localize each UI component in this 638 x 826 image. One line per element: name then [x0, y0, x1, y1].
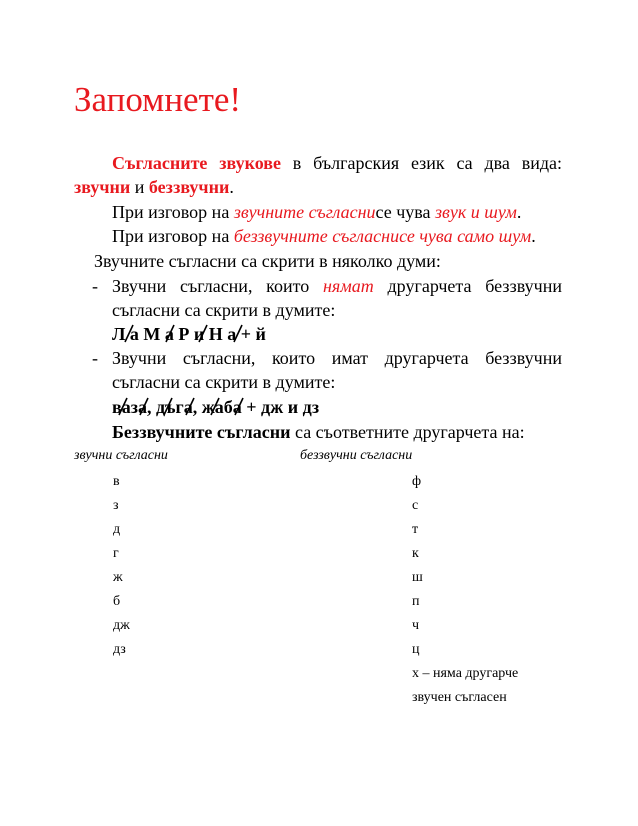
item-2-line-2: съгласни са скрити в думите: [112, 372, 336, 392]
period-text: . [229, 177, 234, 197]
conjunction-text: и [130, 177, 149, 197]
voiced-consonant: ж [113, 570, 123, 585]
voiceless-consonant: с [412, 498, 419, 513]
voiced-term: звучни [74, 177, 131, 197]
voiceless-consonant: ш [412, 570, 423, 585]
voiced-consonant: з [113, 498, 119, 513]
voiceless-consonant: ц [412, 642, 420, 657]
voiced-consonants-term: звучните съгласни [233, 202, 376, 222]
paragraph-3-text-a: При изговор на [112, 226, 234, 246]
voiceless-column-header: беззвучни съгласни [300, 448, 413, 463]
voiced-column-header: звучни съгласни [74, 448, 168, 463]
paragraph-5-text: са съответните другарчета на: [290, 422, 525, 442]
voiced-consonant: дж [113, 618, 130, 633]
page-title: Запомнете! [74, 80, 242, 119]
voiceless-term: беззвучни [148, 177, 230, 197]
paragraph-1-line-1 [112, 152, 562, 174]
paragraph-2-text-a: При изговор на [112, 202, 234, 222]
item-1-text-a: Звучни съгласни, които [112, 276, 323, 296]
voiceless-consonant: п [412, 594, 420, 609]
voiceless-consonant: ф [412, 474, 422, 489]
hidden-words-list: ваза, дъга, жаба + дж и дз [112, 397, 320, 417]
list-dash-1: - [92, 276, 98, 296]
voiced-consonant: д [113, 522, 121, 537]
item-1-text-b: другарчета беззвучни [373, 276, 562, 296]
voiced-consonant: г [113, 546, 119, 561]
voiceless-no-pair-note-2: звучен съгласен [412, 690, 507, 705]
paragraph-3 [112, 225, 536, 247]
voiced-consonant: б [113, 594, 121, 609]
paragraph-1-text: в българския език са два вида: [280, 153, 562, 173]
list-dash-2: - [92, 348, 98, 368]
hidden-word-lamarina: Л а М а Р и Н а + й [112, 324, 266, 344]
paragraph-2-text-b: се чува [375, 202, 436, 222]
not-have-term: нямат [323, 276, 374, 296]
voiceless-consonants-term: беззвучните съгласнисе чува само шум [233, 226, 532, 246]
voiceless-consonant: т [412, 522, 419, 537]
voiced-consonant: дз [113, 642, 126, 657]
voiceless-consonant: ч [412, 618, 420, 633]
voiceless-consonant: к [412, 546, 419, 561]
paragraph-5 [112, 421, 525, 443]
voiceless-consonants-heading: Беззвучните съгласни [112, 422, 291, 442]
paragraph-4: Звучните съгласни са скрити в няколко думи: [94, 251, 441, 271]
voiceless-no-pair-note: х – няма другарче [412, 666, 519, 681]
paragraph-1-line-2 [74, 176, 234, 198]
sound-and-noise-term: звук и шум [435, 202, 517, 222]
item-1-line-2: съгласни са скрити в думите: [112, 300, 336, 320]
paragraph-2 [112, 201, 521, 223]
paragraph-3-period: . [531, 226, 536, 246]
voiced-consonant: в [113, 474, 120, 489]
paragraph-2-period: . [516, 202, 522, 222]
consonant-sounds-term: Съгласните звукове [112, 153, 281, 173]
item-2-line-1: Звучни съгласни, които имат другарчета беззвучни [112, 348, 562, 368]
item-1-line-1 [112, 275, 562, 297]
